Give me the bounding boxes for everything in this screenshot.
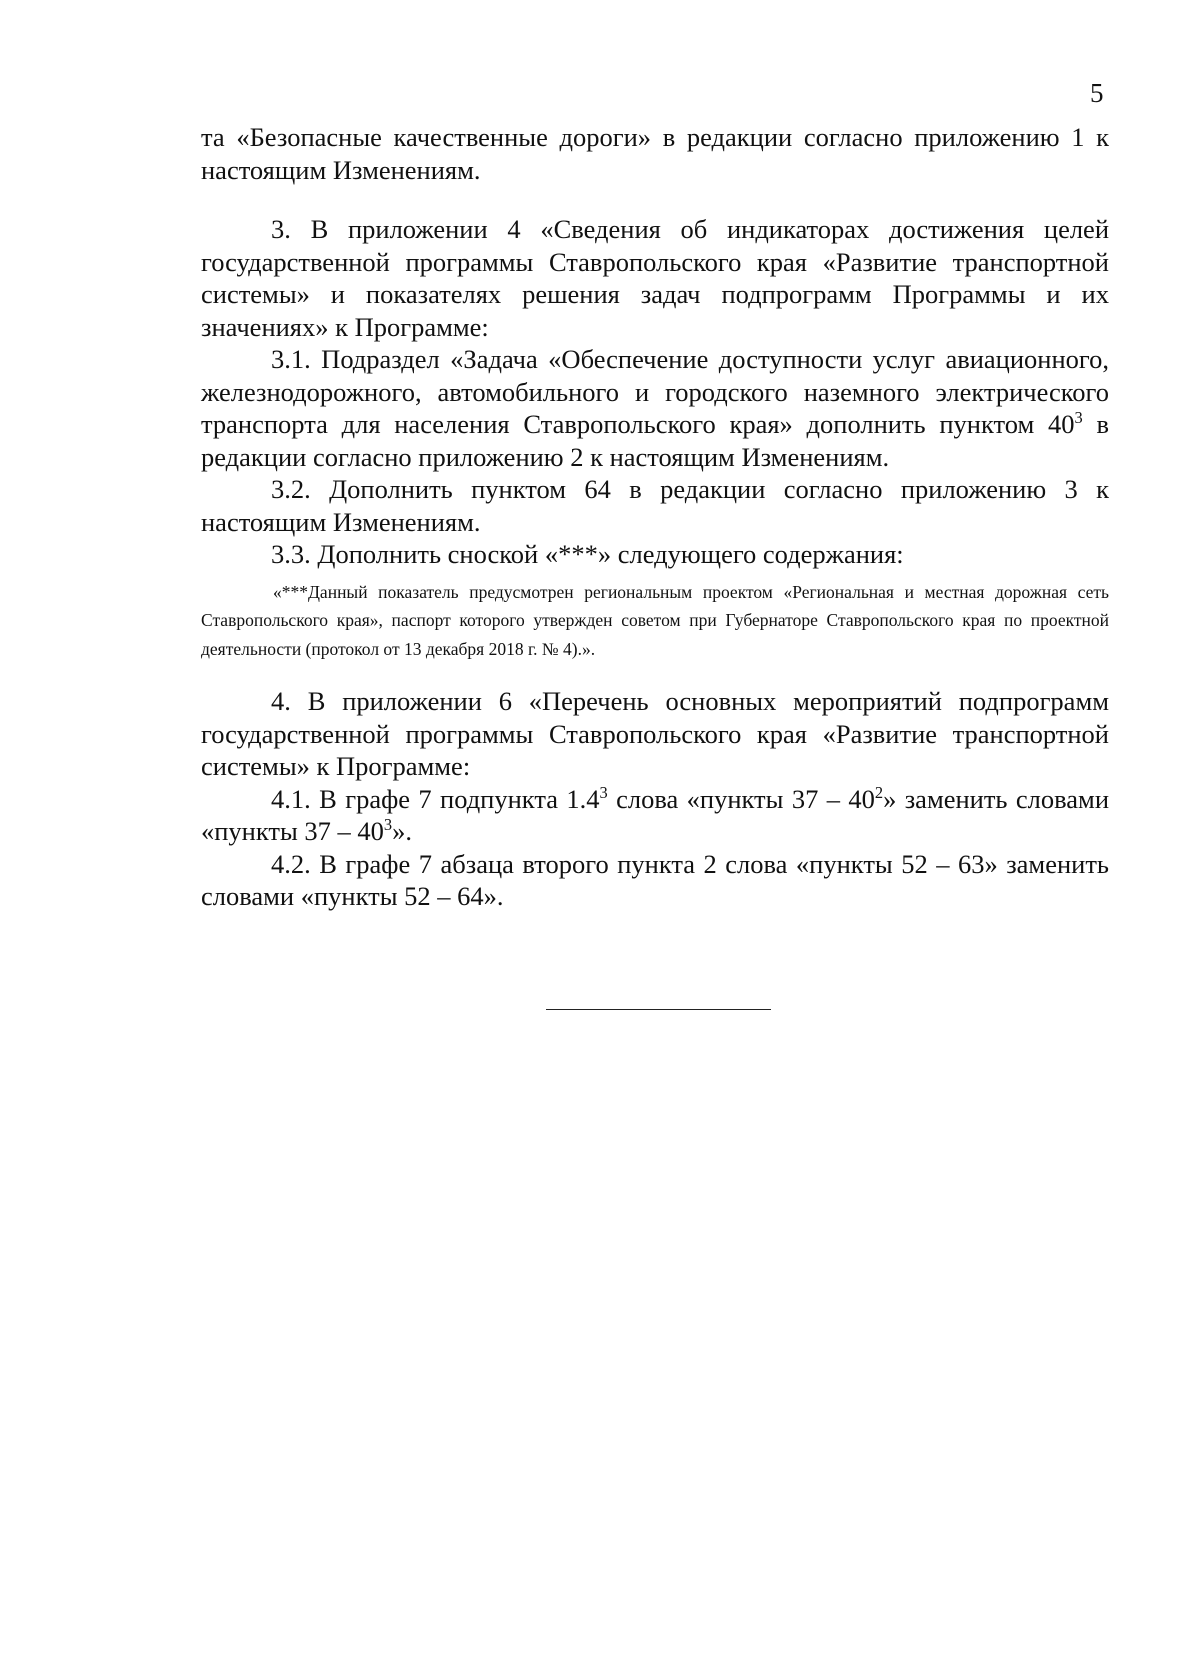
- document-body: [201, 121, 1109, 913]
- footnote-text: «***Данный показатель предусмотрен региональным проектом «Региональная и местная дорожная сеть Ставропольского края», паспорт которого утвержден советом при Губернаторе Ставропольского края по проектной деятельности (протокол от 13 декабря 2018 г. № 4).».: [201, 581, 1109, 659]
- end-divider-line: [546, 1009, 771, 1010]
- section-3-intro: 3. В приложении 4 «Сведения об индикаторах достижения целей государственной программы Ставропольского края «Развитие транспортной системы» и показателях решения задач подпрограмм Программы и их значениях» к Программе:: [201, 214, 1109, 342]
- item-4-1-part1: 4.1. В графе 7 подпункта 1.4: [271, 783, 600, 814]
- item-4-2: 4.2. В графе 7 абзаца второго пункта 2 слова «пункты 52 – 63» заменить словами «пункты 52 – 64».: [201, 848, 1109, 911]
- item-4-1: [201, 783, 1109, 848]
- item-3-1: [201, 343, 1109, 473]
- item-3-1-tail: в редакции согласно приложению 2 к настоящим Изменениям.: [201, 409, 1109, 472]
- page-number: 5: [1090, 78, 1104, 108]
- continuation-paragraph: та «Безопасные качественные дороги» в редакции согласно приложению 1 к настоящим Изменениям.: [201, 122, 1109, 185]
- item-3-2: 3.2. Дополнить пунктом 64 в редакции согласно приложению 3 к настоящим Изменениям.: [201, 474, 1109, 537]
- item-4-1-part3: » заменить словами «пункты 37 – 40: [201, 783, 1110, 846]
- item-4-1-part2: слова «пункты 37 – 40: [607, 783, 875, 814]
- item-3-3: 3.3. Дополнить сноской «***» следующего содержания:: [271, 539, 904, 569]
- section-4-intro: 4. В приложении 6 «Перечень основных мероприятий подпрограмм государственной программы Ставропольского края «Развитие транспортной системы» к Программе:: [201, 686, 1109, 781]
- item-4-1-sup1: 3: [599, 782, 608, 802]
- item-3-1-text: 3.1. Подраздел «Задача «Обеспечение доступности услуг авиационного, железнодорожного, автомобильного и городского наземного электрического транспорта для населения Ставропольского края» дополнить пунктом 40: [201, 344, 1109, 439]
- item-3-1-superscript: 3: [1074, 408, 1083, 428]
- footnote-block: [201, 578, 1109, 664]
- item-4-1-sup3: 3: [383, 815, 393, 835]
- item-4-1-sup2: 2: [874, 782, 884, 802]
- item-4-1-part4: ».: [392, 816, 412, 846]
